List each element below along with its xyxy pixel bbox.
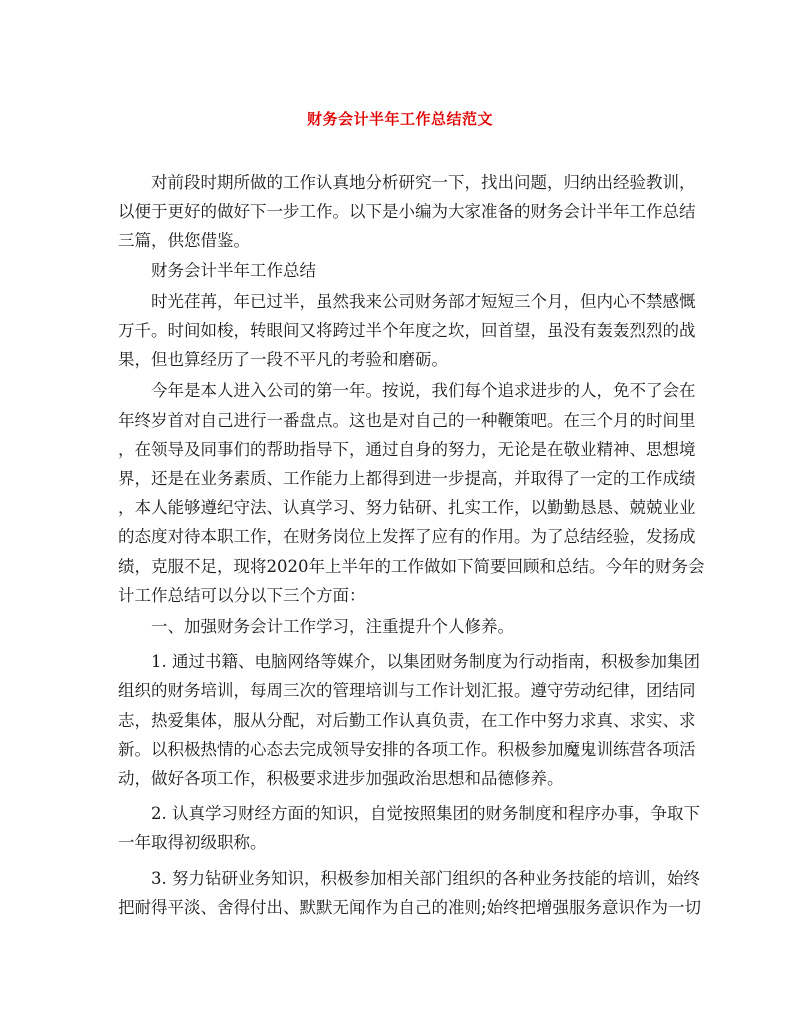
document-body (118, 168, 705, 922)
text-line: 把耐得平淡、舍得付出、默默无闻作为自己的准则;始终把增强服务意识作为一切 (118, 897, 702, 917)
section-heading-1 (118, 612, 683, 641)
text-line: 万千。时间如梭，转眼间又将跨过半个年度之坎，回首望，虽没有轰轰烈烈的战 (118, 321, 696, 341)
text-line: 动，做好各项工作，积极要求进步加强政治思想和品德修养。 (118, 769, 564, 789)
text-line: 界，还是在业务素质、工作能力上都得到进一步提高，并取得了一定的工作成绩 (118, 469, 696, 489)
list-item-2 (118, 799, 700, 857)
text-line: ，本人能够遵纪守法、认真学习、努力钻研、扎实工作，以勤勤恳恳、兢兢业业 (118, 498, 696, 518)
text-line: 新。以积极热情的心态去完成领导安排的各项工作。积极参加魔鬼训练营各项活 (118, 739, 696, 759)
document-title: 财务会计半年工作总结范文 (306, 110, 493, 128)
text-line: 以便于更好的做好下一步工作。以下是小编为大家准备的财务会计半年工作总结 (118, 202, 696, 222)
text-line: 志，热爱集体，服从分配，对后勤工作认真负责，在工作中努力求真、求实、求 (118, 710, 696, 730)
text-line: 年终岁首对自己进行一番盘点。这也是对自己的一种鞭策吧。在三个月的时间里 (118, 410, 696, 430)
text-line: 2. 认真学习财经方面的知识，自觉按照集团的财务制度和程序办事，争取下 (151, 804, 700, 824)
text-line: 1. 通过书籍、电脑网络等媒介，以集团财务制度为行动指南，积极参加集团 (151, 652, 700, 672)
text-line: 一、加强财务会计工作学习，注重提升个人修养。 (151, 617, 514, 637)
text-line: 对前段时期所做的工作认真地分析研究一下，找出问题，归纳出经验教训， (151, 173, 696, 192)
paragraph-p2 (118, 376, 705, 610)
paragraph-intro (118, 168, 696, 256)
paragraph-p1 (118, 287, 696, 375)
list-item-1 (118, 647, 700, 793)
text-line: 果，但也算经历了一段不平凡的考验和磨砺。 (118, 350, 448, 370)
text-line: 组织的财务培训，每周三次的管理培训与工作计划汇报。遵守劳动纪律，团结同 (118, 681, 696, 701)
text-line: 今年是本人进入公司的第一年。按说，我们每个追求进步的人，免不了会在 (151, 381, 696, 401)
list-item-3 (118, 864, 702, 922)
text-line: 三篇，供您借鉴。 (118, 231, 250, 251)
text-line: 的态度对待本职工作，在财务岗位上发挥了应有的作用。为了总结经验，发扬成 (118, 527, 696, 547)
section-subtitle (118, 256, 683, 285)
text-line: 计工作总结可以分以下三个方面： (118, 585, 366, 605)
text-line: 一年取得初级职称。 (118, 833, 267, 853)
text-line: 3. 努力钻研业务知识，积极参加相关部门组织的各种业务技能的培训，始终 (151, 868, 700, 888)
text-line: 财务会计半年工作总结 (151, 260, 316, 280)
text-line: 绩，克服不足，现将2020年上半年的工作做如下简要回顾和总结。今年的财务会 (118, 556, 705, 576)
text-line: ，在领导及同事们的帮助指导下，通过自身的努力，无论是在敬业精神、思想境 (118, 439, 696, 459)
text-line: 时光荏苒，年已过半，虽然我来公司财务部才短短三个月，但内心不禁感慨 (151, 291, 696, 311)
